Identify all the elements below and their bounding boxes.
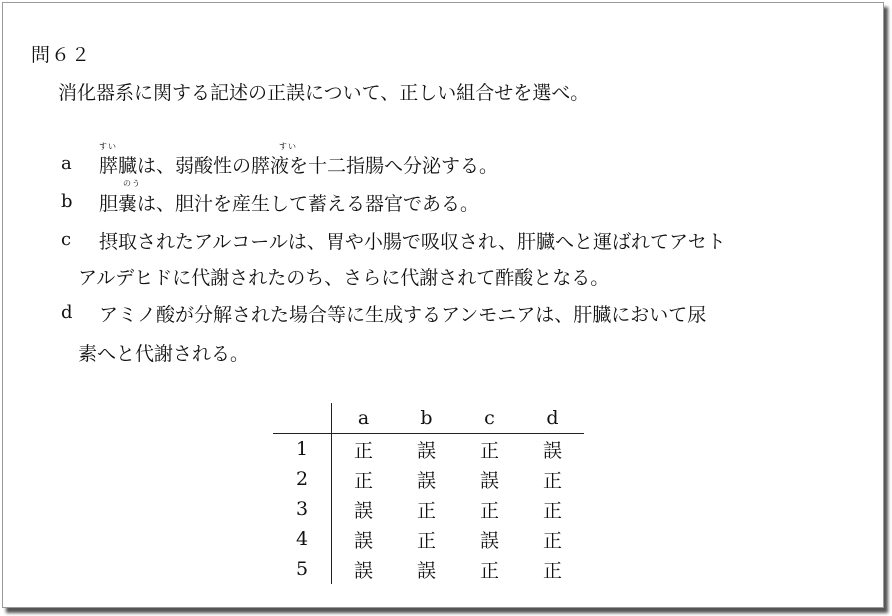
option-number: 5: [273, 554, 332, 584]
header-corner: [273, 403, 332, 434]
cell: 誤: [353, 559, 373, 582]
table-row: [273, 434, 584, 465]
cell: 正: [479, 439, 499, 462]
item-a-text: 膵臓は、弱酸性の膵液を十二指腸へ分泌する。: [99, 155, 499, 177]
item-d-text-line1: アミノ酸が分解された場合等に生成するアンモニアは、肝臓において尿: [99, 304, 707, 326]
header-a: a: [332, 403, 396, 434]
item-c-text-line2: アルデヒドに代謝されたのち、さらに代謝されて酢酸となる。: [78, 267, 610, 289]
cell: 誤: [416, 559, 436, 582]
item-c-letter: c: [61, 229, 72, 250]
option-number: 2: [273, 464, 332, 494]
answer-table: [273, 403, 584, 584]
ruby-nou: のう: [123, 179, 141, 188]
cell: 誤: [416, 439, 436, 462]
item-b-letter: b: [61, 191, 73, 212]
cell: 誤: [353, 499, 373, 522]
option-number: 4: [273, 524, 332, 554]
cell: 誤: [416, 469, 436, 492]
table-row: [273, 554, 584, 584]
question-stem: 消化器系に関する記述の正誤について、正しい組合せを選べ。: [58, 82, 590, 104]
cell: 正: [479, 499, 499, 522]
item-d-letter: d: [61, 302, 73, 323]
option-number: 1: [273, 434, 332, 465]
header-d: d: [521, 403, 584, 434]
cell: 誤: [479, 529, 499, 552]
cell: 正: [416, 529, 436, 552]
cell: 正: [416, 499, 436, 522]
table-row: [273, 524, 584, 554]
ruby-sui-1: すい: [99, 142, 117, 151]
cell: 正: [353, 439, 373, 462]
cell: 正: [542, 529, 562, 552]
cell: 誤: [353, 529, 373, 552]
cell: 誤: [479, 469, 499, 492]
answer-table-header: [273, 403, 584, 434]
table-row: [273, 494, 584, 524]
cell: 誤: [542, 439, 562, 462]
header-c: c: [458, 403, 521, 434]
cell: 正: [479, 559, 499, 582]
cell: 正: [542, 469, 562, 492]
item-c-text-line1: 摂取されたアルコールは、胃や小腸で吸収され、肝臓へと運ばれてアセト: [99, 231, 726, 253]
question-number: 問６２: [31, 44, 92, 66]
item-d-text-line2: 素へと代謝される。: [78, 343, 250, 365]
option-number: 3: [273, 494, 332, 524]
item-a-letter: a: [61, 153, 72, 174]
header-b: b: [395, 403, 458, 434]
item-b-text: 胆嚢は、胆汁を産生して蓄える器官である。: [99, 193, 480, 215]
table-row: [273, 464, 584, 494]
cell: 正: [542, 559, 562, 582]
cell: 正: [353, 469, 373, 492]
page-frame: [2, 2, 884, 608]
cell: 正: [542, 499, 562, 522]
ruby-sui-2: すい: [279, 142, 297, 151]
